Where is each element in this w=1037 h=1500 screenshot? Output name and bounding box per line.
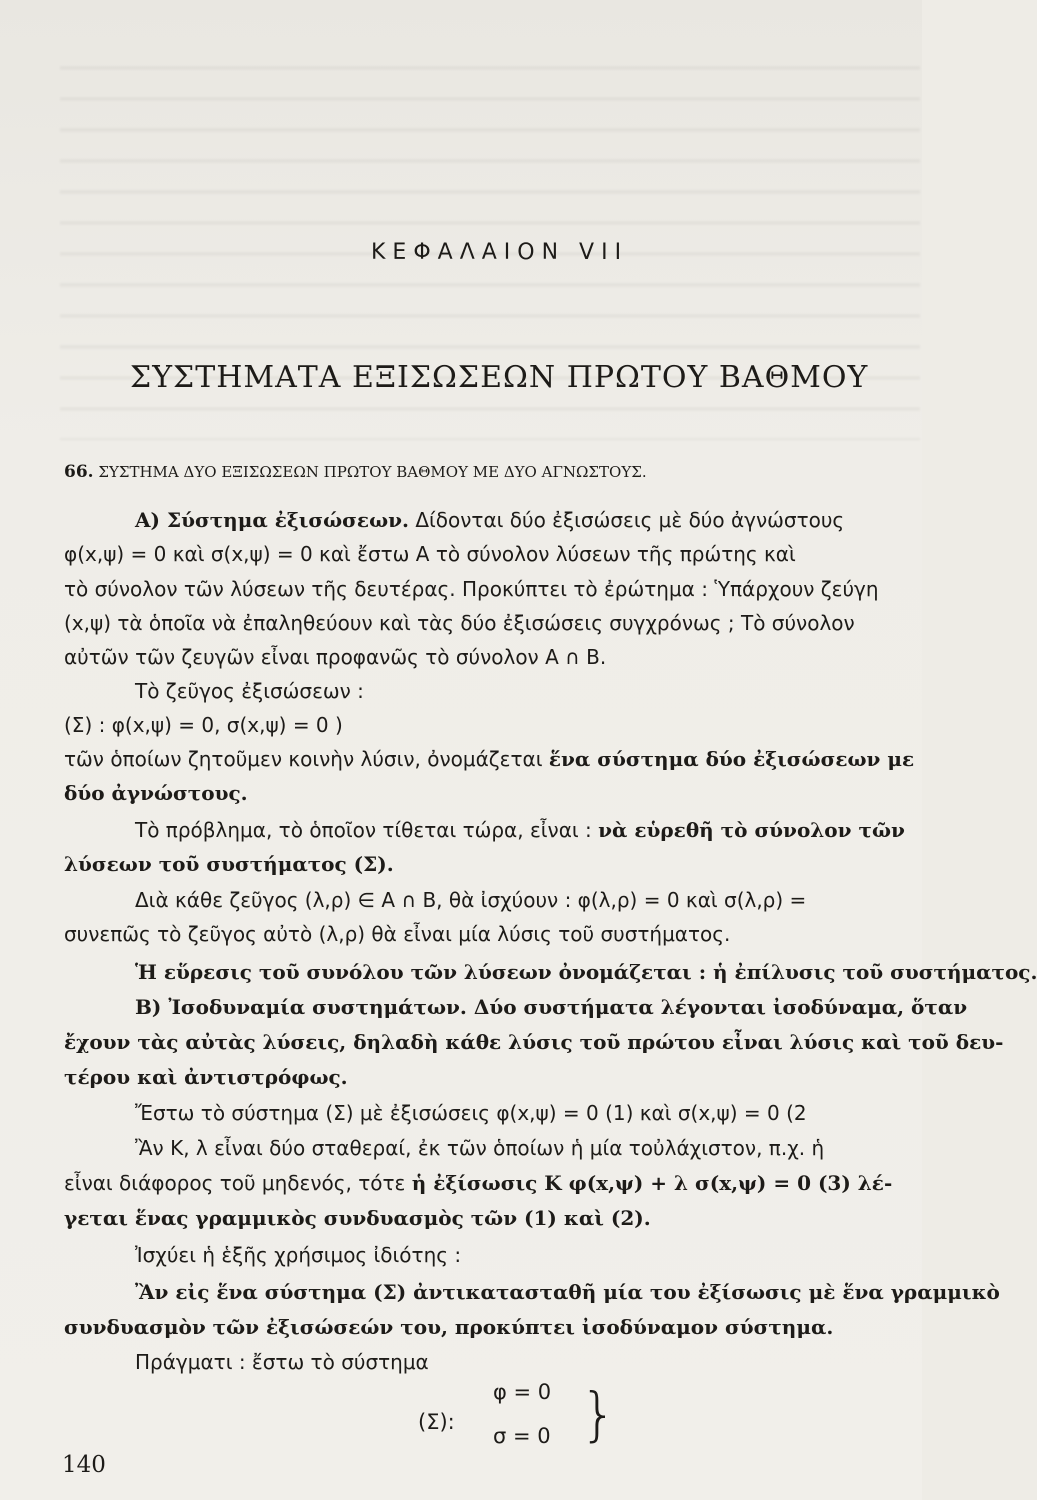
paragraph-a-line-4: (x,ψ) τὰ ὁποῖα νὰ ἐπαληθεύουν καὶ τὰς δύο ἐξισώσεις συγχρόνως ; Τὸ σύνολον — [64, 611, 855, 635]
paragraph-a-line-5: αὐτῶν τῶν ζευγῶν εἶναι προφανῶς τὸ σύνολον Α ∩ Β. — [64, 645, 607, 669]
example-line-1: Ἔστω τὸ σύστημα (Σ) μὲ ἐξισώσεις φ(x,ψ) = 0 (1) καὶ σ(x,ψ) = 0 (2 — [135, 1101, 807, 1125]
section-title: ΣΥΣΤΗΜΑ ΔΥΟ ΕΞΙΣΩΣΕΩΝ ΠΡΩΤΟΥ ΒΑΘΜΟΥ ΜΕ ΔΥΟ ΑΓΝΩΣΤΟΥΣ. — [98, 463, 647, 481]
property-intro: Ἰσχύει ἡ ἑξῆς χρήσιμος ἰδιότης : — [135, 1243, 462, 1267]
paragraph-a-line-1 — [135, 508, 844, 532]
paragraph-a-line-2: φ(x,ψ) = 0 καὶ σ(x,ψ) = 0 καὶ ἔστω Α τὸ σύνολον λύσεων τῆς πρώτης καὶ — [64, 542, 796, 566]
proof-equation-1: φ = 0 — [493, 1380, 552, 1404]
property-line-1: Ἂν εἰς ἕνα σύστημα (Σ) ἀντικατασταθῆ μία του ἐξίσωσις μὲ ἕνα γραμμικὸ — [135, 1280, 1000, 1304]
paragraph-b-line-1: Β) Ἰσοδυναμία συστημάτων. Δύο συστήματα λέγονται ἰσοδύναμα, ὅταν — [135, 995, 968, 1019]
paragraph-a-line-1-text: Δίδονται δύο ἐξισώσεις μὲ δύο ἀγνώστους — [408, 508, 845, 532]
proof-equation-2: σ = 0 — [493, 1424, 551, 1448]
paragraph-a-heading: Α) Σύστημα ἐξισώσεων. — [135, 508, 409, 532]
example-line-3 — [64, 1171, 892, 1195]
pair-system: (Σ) : φ(x,ψ) = 0, σ(x,ψ) = 0 ) — [64, 713, 343, 737]
paragraph-b-line-2: ἔχουν τὰς αὐτὰς λύσεις, δηλαδὴ κάθε λύσις τοῦ πρώτου εἶναι λύσις καὶ τοῦ δευ- — [64, 1030, 1004, 1054]
section-heading — [64, 462, 647, 482]
example-line-2: Ἂν Κ, λ εἶναι δύο σταθεραί, ἐκ τῶν ὁποίων ἡ μία τοὐλάχιστον, π.χ. ἡ — [135, 1136, 825, 1160]
solution-definition: Ἡ εὕρεσις τοῦ συνόλου τῶν λύσεων ὀνομάζεται : ἡ ἐπίλυσις τοῦ συστήματος. — [135, 960, 1037, 984]
example-line-3-bold: ἡ ἐξίσωσις Κ φ(x,ψ) + λ σ(x,ψ) = 0 (3) λέ- — [411, 1171, 893, 1195]
chapter-label: ΚΕΦΑΛΑΙΟΝ VII — [371, 240, 629, 265]
pair-intro: Τὸ ζεῦγος ἐξισώσεων : — [135, 679, 364, 703]
paragraph-a-line-3: τὸ σύνολον τῶν λύσεων τῆς δευτέρας. Προκύπτει τὸ ἐρώτημα : Ὑπάρχουν ζεύγη — [64, 577, 879, 601]
pair-line-4: δύο ἀγνώστους. — [64, 781, 248, 805]
chapter-title: ΣΥΣΤΗΜΑΤΑ ΕΞΙΣΩΣΕΩΝ ΠΡΩΤΟΥ ΒΑΘΜΟΥ — [130, 360, 869, 395]
example-line-4: γεται ἕνας γραμμικὸς συνδυασμὸς τῶν (1) καὶ (2). — [64, 1206, 651, 1230]
pair-line-3-bold: ἕνα σύστημα δύο ἐξισώσεων με — [548, 747, 915, 771]
example-line-3-text: εἶναι διάφορος τοῦ μηδενός, τότε — [64, 1171, 412, 1195]
proof-intro: Πράγματι : ἔστω τὸ σύστημα — [135, 1350, 429, 1374]
pairs-line-1: Διὰ κάθε ζεῦγος (λ,ρ) ∈ Α ∩ Β, θὰ ἰσχύουν : φ(λ,ρ) = 0 καὶ σ(λ,ρ) = — [135, 888, 807, 912]
pair-line-3 — [64, 747, 914, 771]
section-number: 66. — [64, 462, 94, 482]
problem-line-2: λύσεων τοῦ συστήματος (Σ). — [64, 852, 394, 876]
problem-line-1 — [135, 818, 905, 842]
pairs-line-2: συνεπῶς τὸ ζεῦγος αὐτὸ (λ,ρ) θὰ εἶναι μία λύσις τοῦ συστήματος. — [64, 922, 731, 946]
proof-system-label: (Σ): — [418, 1410, 455, 1434]
proof-brace: } — [580, 1380, 617, 1448]
property-line-2: συνδυασμὸν τῶν ἐξισώσεών του, προκύπτει ἰσοδύναμον σύστημα. — [64, 1315, 834, 1339]
problem-line-1-bold: νὰ εὑρεθῆ τὸ σύνολον τῶν — [598, 818, 905, 842]
paragraph-b-line-3: τέρου καὶ ἀντιστρόφως. — [64, 1065, 348, 1089]
page-number: 140 — [62, 1452, 106, 1478]
proof-system — [418, 1380, 618, 1460]
problem-line-1-text: Τὸ πρόβλημα, τὸ ὁποῖον τίθεται τώρα, εἶναι : — [135, 818, 599, 842]
pair-line-3-text: τῶν ὁποίων ζητοῦμεν κοινὴν λύσιν, ὀνομάζεται — [64, 747, 549, 771]
